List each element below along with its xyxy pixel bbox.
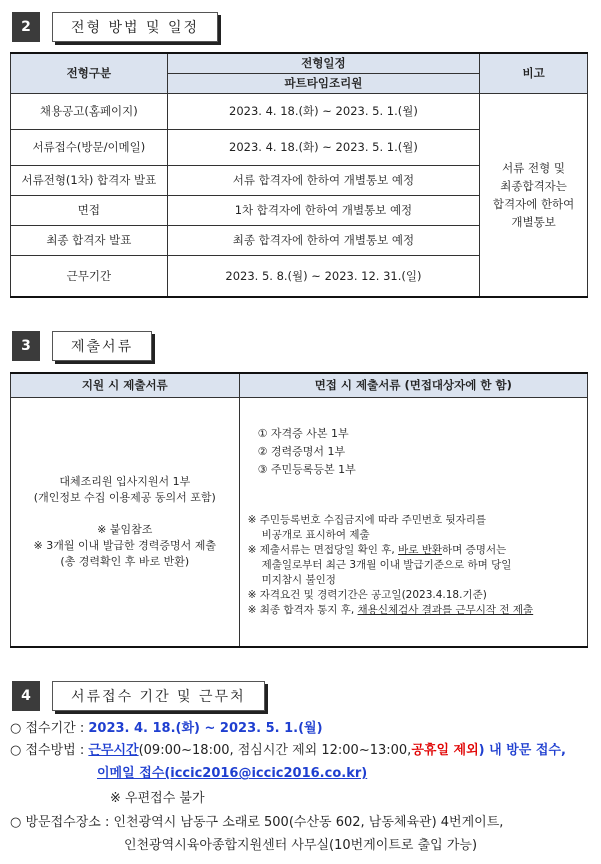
section-number: 3	[12, 331, 40, 361]
col-header-interview-docs: 면접 시 제출서류 (면접대상자에 한 함)	[239, 373, 587, 397]
apply-doc-line: (개인정보 수집 이용제공 동의서 포함)	[33, 490, 216, 504]
row-value: 2023. 4. 18.(화) ~ 2023. 5. 1.(월)	[167, 129, 479, 165]
note-line: 개별통보	[511, 214, 556, 229]
col-header-category: 전형구분	[11, 53, 168, 93]
table-row	[11, 93, 588, 129]
note-line: 미지참시 불인정	[261, 574, 336, 587]
note-line: ※ 자격요건 및 경력기간은 공고일(2023.4.18.기준)	[247, 589, 487, 602]
section-4-header	[12, 681, 265, 711]
section-number: 4	[12, 681, 40, 711]
documents-table	[10, 372, 588, 648]
row-value: 최종 합격자에 한하여 개별통보 예정	[167, 225, 479, 255]
interview-docs-cell	[239, 397, 587, 647]
apply-doc-line: ※ 3개월 이내 발급한 경력증명서 제출	[33, 538, 217, 552]
row-label: 근무기간	[11, 255, 168, 297]
note-line: 제출일로부터 최근 3개월 이내 발급기준으로 하며 당일	[261, 559, 512, 572]
row-label: 채용공고(홈페이지)	[11, 93, 168, 129]
note-line: 서류 전형 및	[502, 160, 565, 175]
row-value: 2023. 4. 18.(화) ~ 2023. 5. 1.(월)	[167, 93, 479, 129]
post-note: ※ 우편접수 불가	[110, 791, 205, 806]
method-line: ○ 접수방법 : 근무시간(09:00~18:00, 점심시간 제외 12:00~13:00,공휴일 제외) 내 방문 접수,	[10, 743, 566, 758]
note-line: 최종합격자는	[500, 178, 567, 193]
section-title: 서류접수 기간 및 근무처	[52, 681, 265, 711]
note-line: ※ 제출서류는 면접당일 확인 후, 바로 반환하며 증명서는	[247, 544, 507, 557]
interview-doc-item: ③ 주민등록등본 1부	[257, 463, 356, 477]
row-value: 1차 합격자에 한하여 개별통보 예정	[167, 195, 479, 225]
period-value: 2023. 4. 18.(화) ~ 2023. 5. 1.(월)	[88, 721, 323, 736]
email-line	[97, 763, 367, 785]
apply-doc-line: 대체조리원 입사지원서 1부	[59, 474, 191, 488]
place-line-2: 인천광역시육아종합지원센터 사무실(10번게이트로 출입 가능)	[124, 838, 478, 853]
row-label: 서류전형(1차) 합격자 발표	[11, 165, 168, 195]
interview-doc-item: ② 경력증명서 1부	[257, 445, 346, 459]
period-line: ○ 접수기간 : 2023. 4. 18.(화) ~ 2023. 5. 1.(월)	[10, 721, 323, 736]
section-3-header	[12, 331, 152, 361]
section-2-header	[12, 12, 218, 42]
section-number: 2	[12, 12, 40, 42]
apply-doc-line: (총 경력확인 후 바로 반환)	[60, 554, 190, 568]
interview-doc-item: ① 자격증 사본 1부	[257, 427, 349, 441]
email-link[interactable]: 이메일 접수(iccic2016@iccic2016.co.kr)	[97, 766, 368, 781]
spacer	[15, 506, 235, 522]
section-title: 전형 방법 및 일정	[52, 12, 218, 42]
row-value: 2023. 5. 8.(월) ~ 2023. 12. 31.(일)	[167, 255, 479, 297]
note-cell	[480, 93, 588, 297]
row-label: 면접	[11, 195, 168, 225]
note-line: 합격자에 한하여	[492, 196, 575, 211]
row-value: 서류 합격자에 한하여 개별통보 예정	[167, 165, 479, 195]
row-label: 서류접수(방문/이메일)	[11, 129, 168, 165]
col-header-part-time: 파트타임조리원	[167, 73, 479, 93]
row-label: 최종 합격자 발표	[11, 225, 168, 255]
col-header-note: 비고	[480, 53, 588, 93]
col-header-schedule: 전형일정	[167, 53, 479, 73]
schedule-table	[10, 52, 588, 298]
apply-doc-line: ※ 붙임참조	[97, 522, 153, 536]
note-line: 비공개로 표시하여 제출	[261, 529, 370, 542]
col-header-apply-docs: 지원 시 제출서류	[11, 373, 240, 397]
section-title: 제출서류	[52, 331, 152, 361]
place-line: ○ 방문접수장소 : 인천광역시 남동구 소래로 500(수산동 602, 남동체육관) 4번게이트,	[10, 815, 504, 830]
apply-docs-cell	[11, 397, 240, 647]
note-line: ※ 최종 합격자 통지 후, 채용신체검사 결과를 근무시작 전 제출	[247, 604, 534, 617]
note-line: ※ 주민등록번호 수집금지에 따라 주민번호 뒷자리를	[247, 514, 487, 527]
